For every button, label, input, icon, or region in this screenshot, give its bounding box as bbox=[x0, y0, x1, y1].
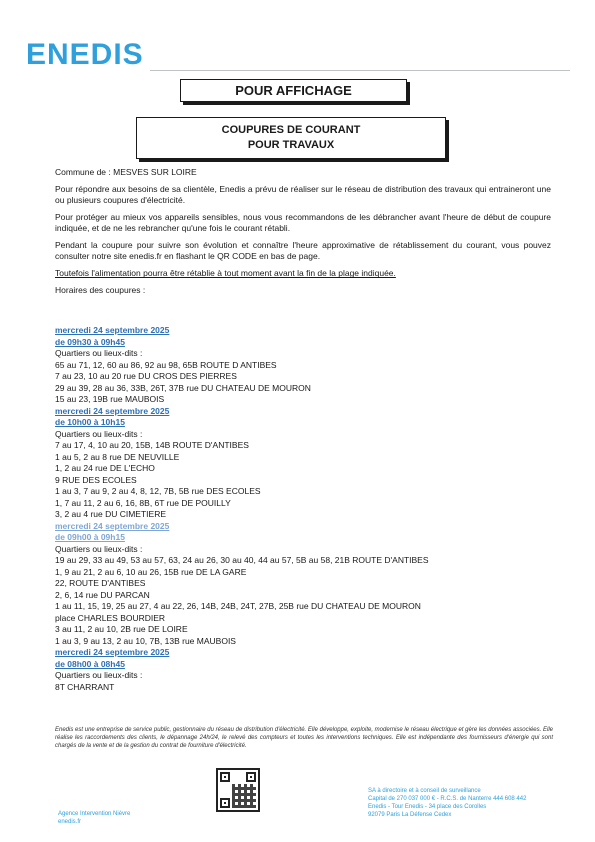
footer-agency bbox=[58, 810, 130, 826]
qr-modules bbox=[232, 784, 256, 808]
display-label-box bbox=[180, 79, 407, 102]
outage-date: mercredi 24 septembre 2025 bbox=[55, 405, 170, 416]
footer-agency-name: Agence Intervention Nièvre bbox=[58, 811, 131, 817]
qr-finder-top-left bbox=[220, 772, 230, 782]
places-label: Quartiers ou lieux-dits : bbox=[55, 348, 143, 358]
footer-info-line: Capital de 270 037 000 € - R.C.S. de Nanterre 444 608 442 bbox=[368, 796, 527, 803]
intro-section bbox=[55, 167, 551, 302]
place-line: 3 au 11, 2 au 10, 2B rue DE LOIRE bbox=[55, 624, 188, 634]
places-label: Quartiers ou lieux-dits : bbox=[55, 543, 143, 554]
outage-date: mercredi 24 septembre 2025 bbox=[55, 647, 170, 657]
place-line: 7 au 23, 10 au 20 rue DU CROS DES PIERRES bbox=[55, 371, 237, 381]
intro-paragraph-4: Toutefois l'alimentation pourra être rétablie à tout moment avant la fin de la plage indiquée. bbox=[55, 268, 396, 279]
intro-paragraph-3: Pendant la coupure pour suivre son évolution et connaître l'heure approximative de rétablissement du courant, vous pouvez consulter notre site enedis.fr en flashant le QR CODE en bas de page. bbox=[55, 240, 551, 262]
place-line: 22, ROUTE D'ANTIBES bbox=[55, 578, 146, 588]
places-label: Quartiers ou lieux-dits : bbox=[55, 428, 143, 439]
place-line: 29 au 39, 28 au 36, 33B, 26T, 37B rue DU CHATEAU DE MOURON bbox=[55, 382, 311, 393]
outage-time: de 10h00 à 10h15 bbox=[55, 417, 125, 427]
place-line: 1 au 5, 2 au 8 rue DE NEUVILLE bbox=[55, 451, 180, 462]
notice-title-line2: POUR TRAVAUX bbox=[247, 138, 335, 151]
outage-time: de 09h30 à 09h45 bbox=[55, 336, 125, 347]
footer-company-info bbox=[368, 787, 526, 819]
place-line: 1 au 3, 7 au 9, 2 au 4, 8, 12, 7B, 5B rue DES ECOLES bbox=[55, 486, 261, 496]
header-divider bbox=[150, 70, 570, 71]
outage-time: de 09h00 à 09h15 bbox=[55, 532, 125, 542]
place-line: 1 au 11, 15, 19, 25 au 27, 4 au 22, 26, 14B, 24B, 24T, 27B, 25B rue DU CHATEAU DE MOURON bbox=[55, 601, 421, 611]
outage-date: mercredi 24 septembre 2025 bbox=[55, 325, 170, 335]
footer-info-line: SA à directoire et à conseil de surveillance bbox=[368, 788, 481, 794]
outage-time: de 08h00 à 08h45 bbox=[55, 658, 125, 669]
place-line: place CHARLES BOURDIER bbox=[55, 612, 166, 623]
places-label: Quartiers ou lieux-dits : bbox=[55, 670, 143, 680]
qr-finder-top-right bbox=[246, 772, 256, 782]
qr-code[interactable] bbox=[216, 768, 260, 812]
place-line: 15 au 23, 19B rue MAUBOIS bbox=[55, 394, 165, 404]
outage-date: mercredi 24 septembre 2025 bbox=[55, 520, 170, 531]
schedule-heading: Horaires des coupures : bbox=[55, 285, 146, 296]
outage-block bbox=[55, 325, 555, 406]
notice-title-line1: COUPURES DE COURANT bbox=[221, 124, 361, 136]
footer-info-line: Enedis - Tour Enedis - 34 place des Corolles bbox=[368, 804, 487, 811]
place-line: 3, 2 au 4 rue DU CIMETIERE bbox=[55, 509, 167, 519]
place-line: 19 au 29, 33 au 49, 53 au 57, 63, 24 au 26, 30 au 40, 44 au 57, 5B au 58, 21B ROUTE D'ANTIBES bbox=[55, 555, 429, 565]
display-label: POUR AFFICHAGE bbox=[235, 83, 352, 98]
place-line: 7 au 17, 4, 10 au 20, 15B, 14B ROUTE D'ANTIBES bbox=[55, 440, 249, 450]
place-line: 8T CHARRANT bbox=[55, 681, 115, 692]
qr-finder-bottom-left bbox=[220, 798, 230, 808]
outage-schedule bbox=[55, 325, 555, 693]
place-line: 65 au 71, 12, 60 au 86, 92 au 98, 65B ROUTE D ANTIBES bbox=[55, 359, 277, 370]
commune-label: Commune de : MESVES SUR LOIRE bbox=[55, 167, 197, 177]
outage-block bbox=[55, 647, 555, 693]
place-line: 1, 2 au 24 rue DE L'ECHO bbox=[55, 463, 155, 473]
outage-block bbox=[55, 521, 555, 648]
place-line: 2, 6, 14 rue DU PARCAN bbox=[55, 589, 150, 600]
notice-title-box bbox=[136, 117, 446, 159]
legal-notice: Enedis est une entreprise de service public, gestionnaire du réseau de distribution d'électricité. Elle développe, exploite, modernise le réseau électrique et gère les données associées. Elle réalise les raccordements des clients, le dépannage 24h/24, le relevé des compteurs et toutes les interventions techniques. Elle est indépendante des fournisseurs d'énergie qui sont chargés de la vente et de la gestion du contrat de fourniture d'électricité. bbox=[55, 727, 553, 749]
place-line: 1 au 3, 9 au 13, 2 au 10, 7B, 13B rue MAUBOIS bbox=[55, 635, 236, 646]
footer-website-link[interactable]: enedis.fr bbox=[58, 819, 82, 826]
intro-paragraph-1: Pour répondre aux besoins de sa clientèle, Enedis a prévu de réaliser sur le réseau de distribution des travaux qui entraineront une ou plusieurs coupures d'électricité. bbox=[55, 184, 551, 206]
place-line: 9 RUE DES ECOLES bbox=[55, 474, 137, 485]
footer-info-line: 92079 Paris La Défense Cedex bbox=[368, 812, 452, 819]
intro-paragraph-2: Pour protéger au mieux vos appareils sensibles, nous vous recommandons de les débrancher avant l'heure de début de coupure indiquée, et de ne les rebrancher qu'une fois le courant rétabli. bbox=[55, 212, 551, 234]
place-line: 1, 9 au 21, 2 au 6, 10 au 26, 15B rue DE LA GARE bbox=[55, 566, 247, 577]
place-line: 1, 7 au 11, 2 au 6, 16, 8B, 6T rue DE POUILLY bbox=[55, 497, 231, 508]
outage-block bbox=[55, 406, 555, 521]
enedis-logo: ENEDIS bbox=[26, 38, 144, 71]
